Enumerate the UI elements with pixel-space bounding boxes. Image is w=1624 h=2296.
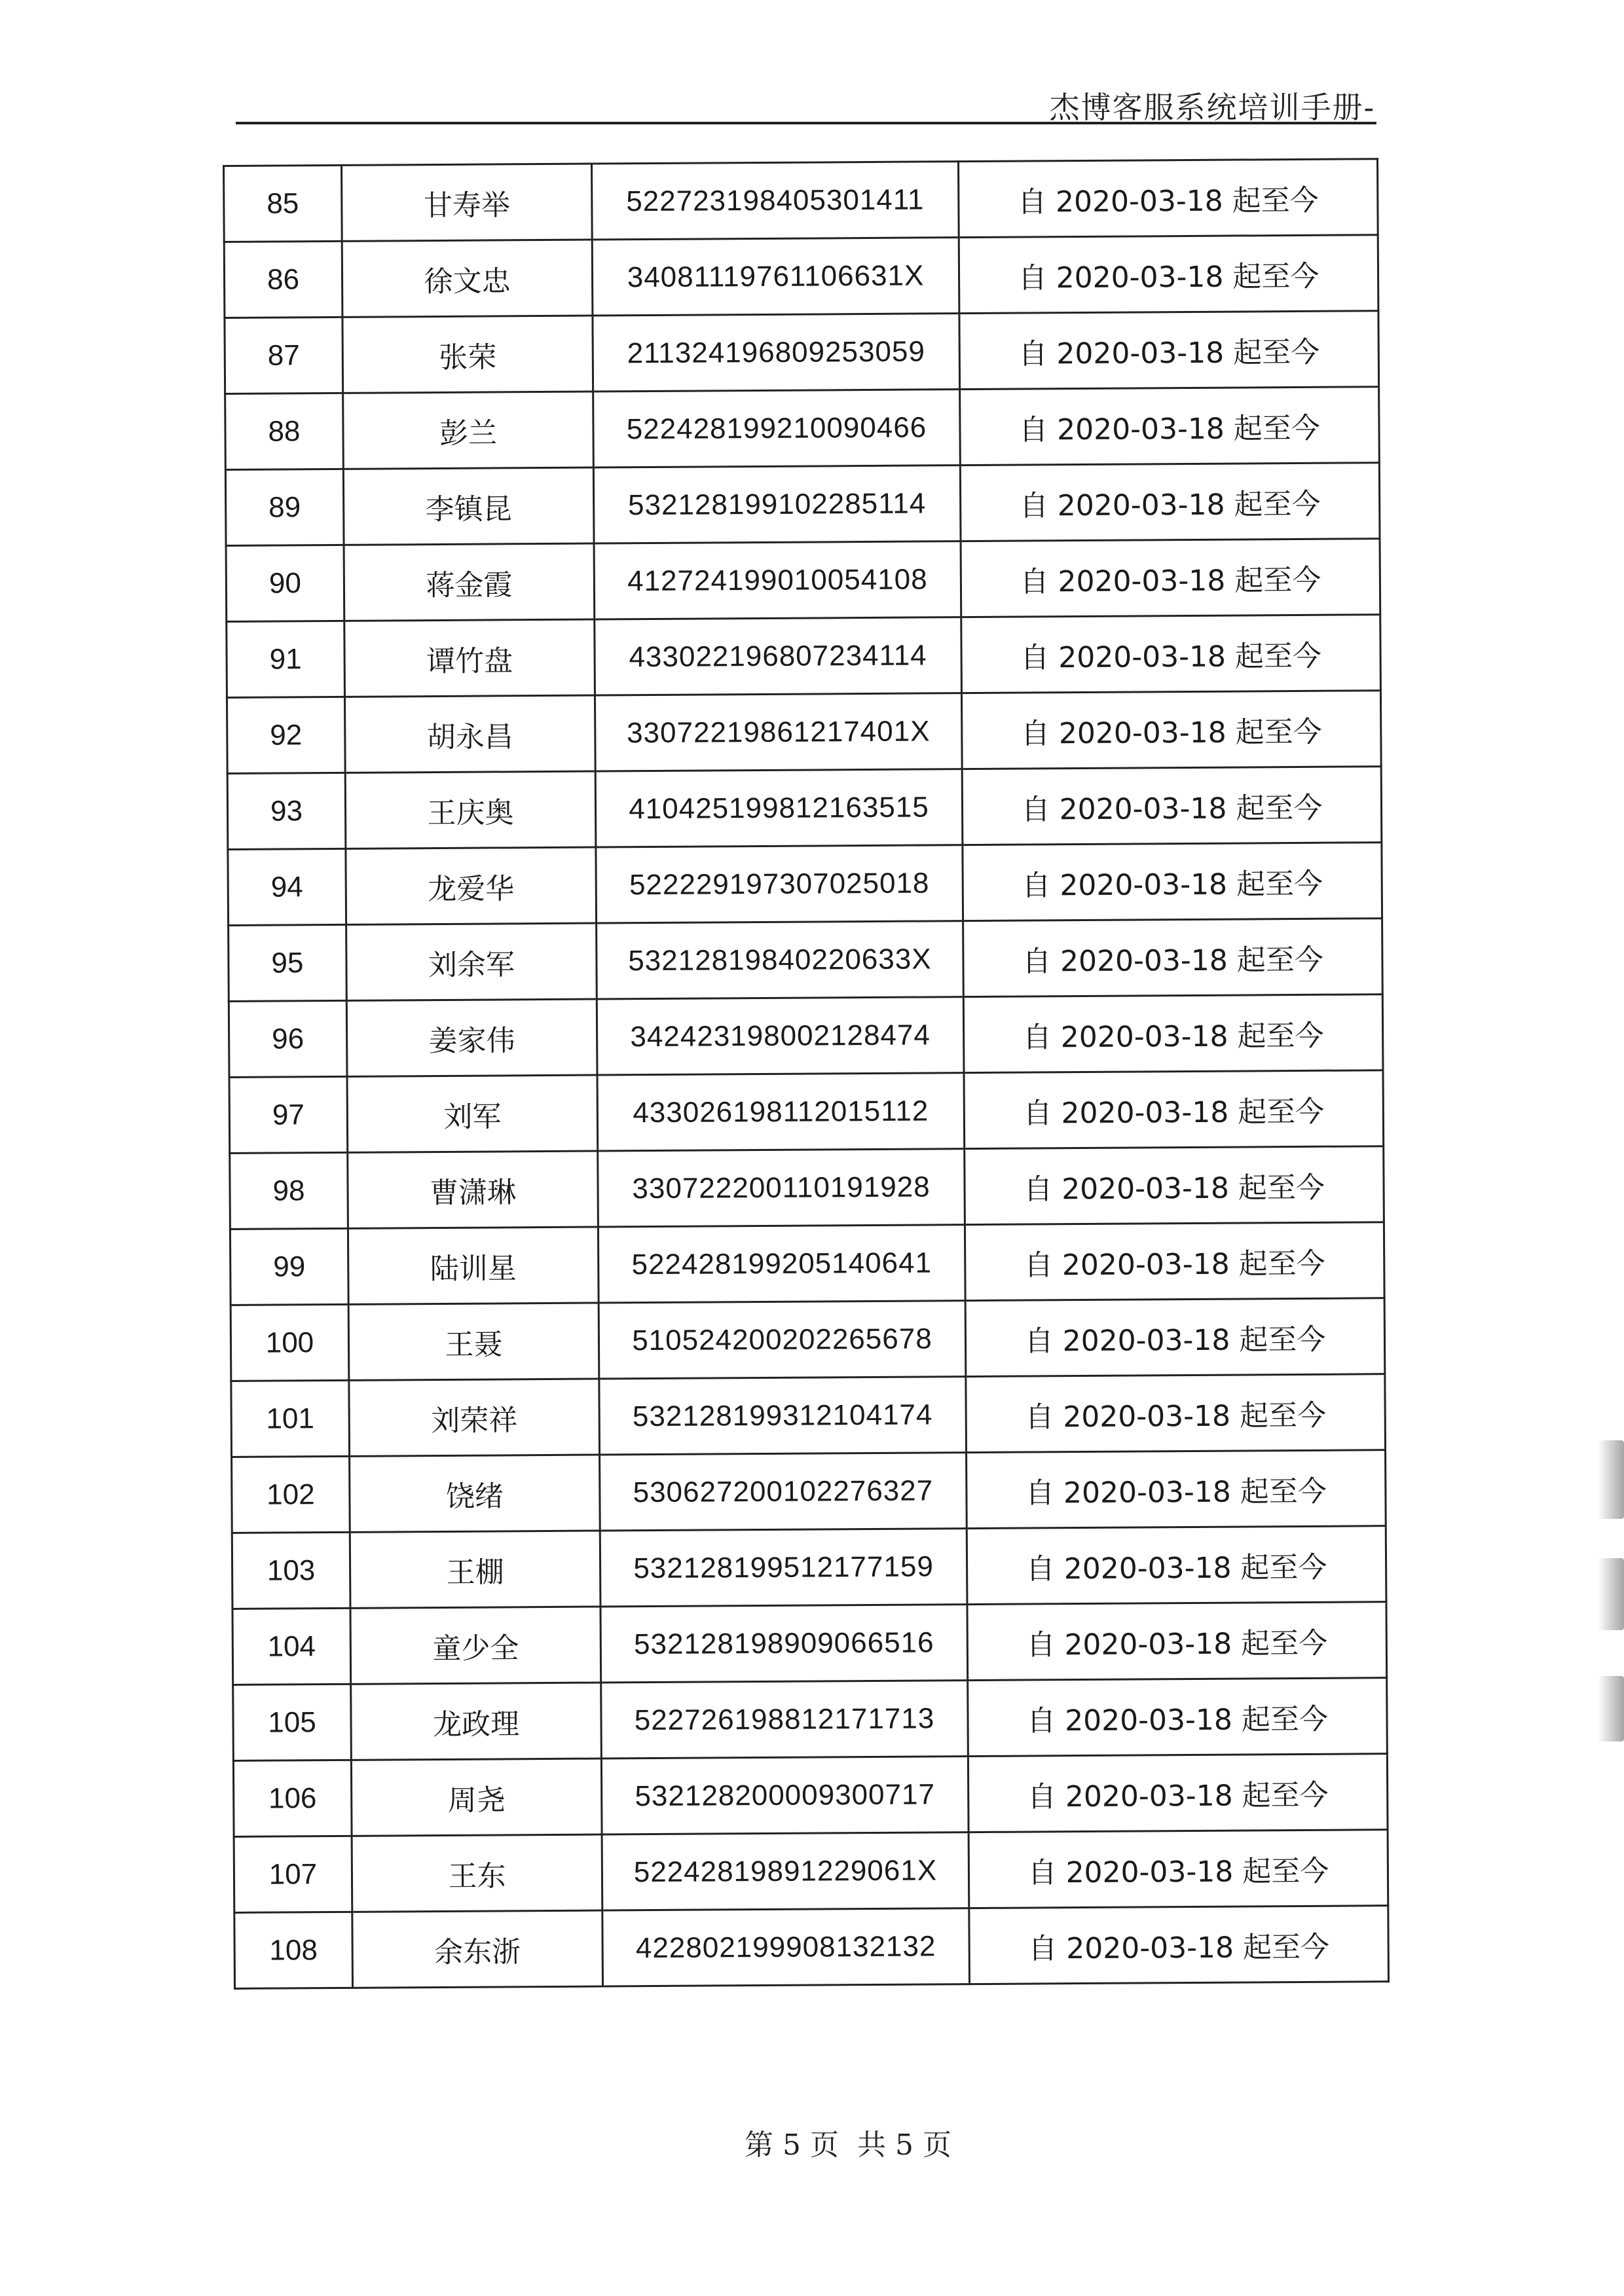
person-name: 龙政理 bbox=[351, 1683, 602, 1760]
id-number: 510524200202265678 bbox=[599, 1301, 966, 1379]
table-row bbox=[227, 691, 1381, 774]
person-name: 徐文忠 bbox=[342, 240, 593, 317]
row-number: 101 bbox=[231, 1380, 350, 1457]
service-period: 自 2020-03-18 起至今 bbox=[959, 235, 1378, 314]
person-name: 姜家伟 bbox=[346, 999, 597, 1076]
table-row bbox=[233, 1678, 1388, 1761]
roster-body bbox=[224, 159, 1389, 1989]
table-row bbox=[231, 1374, 1386, 1457]
service-period: 自 2020-03-18 起至今 bbox=[965, 1146, 1384, 1225]
row-number: 91 bbox=[227, 621, 345, 697]
service-period: 自 2020-03-18 起至今 bbox=[968, 1678, 1388, 1757]
service-period: 自 2020-03-18 起至今 bbox=[969, 1906, 1389, 1984]
person-name: 甘寿举 bbox=[342, 164, 593, 241]
table-row bbox=[227, 615, 1381, 698]
row-number: 103 bbox=[232, 1532, 350, 1609]
row-number: 90 bbox=[226, 545, 344, 621]
table-row bbox=[229, 919, 1383, 1002]
service-period: 自 2020-03-18 起至今 bbox=[966, 1374, 1386, 1453]
row-number: 107 bbox=[234, 1836, 352, 1912]
person-name: 王庆奥 bbox=[345, 771, 596, 848]
row-number: 108 bbox=[234, 1912, 353, 1988]
table-row bbox=[228, 843, 1382, 926]
header-rule bbox=[236, 122, 1376, 124]
person-name: 王聂 bbox=[348, 1303, 599, 1380]
id-number: 522229197307025018 bbox=[596, 845, 963, 923]
id-number: 410425199812163515 bbox=[595, 769, 963, 847]
id-number: 34081119761106631X bbox=[592, 238, 959, 316]
id-number: 522726198812171713 bbox=[601, 1681, 969, 1758]
row-number: 99 bbox=[230, 1228, 348, 1305]
id-number: 530627200102276327 bbox=[600, 1453, 967, 1531]
row-number: 97 bbox=[229, 1076, 348, 1153]
id-number: 211324196809253059 bbox=[593, 314, 960, 392]
row-number: 96 bbox=[229, 1000, 347, 1077]
person-name: 蒋金霞 bbox=[344, 543, 595, 621]
row-number: 88 bbox=[225, 393, 344, 469]
row-number: 104 bbox=[232, 1608, 351, 1685]
id-number: 52242819891229061X bbox=[602, 1832, 969, 1910]
service-period: 自 2020-03-18 起至今 bbox=[963, 994, 1383, 1073]
service-period: 自 2020-03-18 起至今 bbox=[965, 1298, 1385, 1377]
row-number: 89 bbox=[225, 469, 344, 545]
person-name: 周尧 bbox=[351, 1758, 602, 1836]
row-number: 93 bbox=[227, 773, 346, 849]
person-name: 刘余军 bbox=[346, 923, 597, 1000]
scan-edge-mark bbox=[1598, 1676, 1624, 1741]
service-period: 自 2020-03-18 起至今 bbox=[960, 387, 1380, 465]
id-number: 330722200110191928 bbox=[598, 1149, 965, 1227]
id-number: 422802199908132132 bbox=[602, 1908, 970, 1986]
person-name: 陆训星 bbox=[348, 1227, 599, 1304]
table-row bbox=[229, 994, 1383, 1078]
person-name: 王棚 bbox=[350, 1531, 600, 1608]
table-row bbox=[234, 1830, 1388, 1913]
table-row bbox=[233, 1754, 1388, 1837]
page-footer: 第 5 页 共 5 页 bbox=[745, 2128, 951, 2162]
id-number: 532128199512177159 bbox=[600, 1529, 967, 1607]
service-period: 自 2020-03-18 起至今 bbox=[960, 463, 1380, 541]
person-name: 余东浙 bbox=[352, 1910, 603, 1988]
person-name: 王东 bbox=[352, 1834, 602, 1912]
table-row bbox=[224, 159, 1378, 242]
scan-edge-mark bbox=[1598, 1558, 1624, 1630]
person-name: 曹潇琳 bbox=[348, 1151, 599, 1228]
service-period: 自 2020-03-18 起至今 bbox=[969, 1830, 1388, 1908]
id-number: 522723198405301411 bbox=[591, 162, 959, 240]
row-number: 105 bbox=[233, 1684, 352, 1760]
person-name: 童少全 bbox=[350, 1607, 601, 1684]
id-number: 342423198002128474 bbox=[597, 997, 964, 1075]
id-number: 433026198112015112 bbox=[597, 1073, 965, 1151]
service-period: 自 2020-03-18 起至今 bbox=[961, 539, 1380, 617]
id-number: 433022196807234114 bbox=[595, 617, 962, 695]
table-row bbox=[226, 539, 1380, 622]
row-number: 98 bbox=[230, 1152, 348, 1229]
table-row bbox=[232, 1526, 1386, 1609]
table-row bbox=[234, 1906, 1389, 1989]
id-number: 532128199102285114 bbox=[593, 465, 961, 543]
table-row bbox=[225, 387, 1380, 470]
service-period: 自 2020-03-18 起至今 bbox=[963, 843, 1382, 921]
service-period: 自 2020-03-18 起至今 bbox=[961, 691, 1381, 769]
person-name: 李镇昆 bbox=[343, 467, 594, 545]
service-period: 自 2020-03-18 起至今 bbox=[967, 1450, 1386, 1529]
table-row bbox=[225, 463, 1380, 546]
row-number: 86 bbox=[224, 241, 342, 318]
row-number: 94 bbox=[228, 848, 346, 925]
service-period: 自 2020-03-18 起至今 bbox=[962, 767, 1382, 845]
table-row bbox=[230, 1146, 1384, 1230]
roster-table bbox=[223, 158, 1390, 1990]
service-period: 自 2020-03-18 起至今 bbox=[967, 1526, 1386, 1605]
id-number: 53212819840220633X bbox=[597, 921, 964, 999]
service-period: 自 2020-03-18 起至今 bbox=[967, 1602, 1387, 1681]
document-header-title: 杰博客服系统培训手册- bbox=[1049, 90, 1375, 125]
id-number: 532128199312104174 bbox=[599, 1377, 967, 1455]
table-row bbox=[225, 311, 1379, 394]
id-number: 412724199010054108 bbox=[594, 541, 961, 619]
service-period: 自 2020-03-18 起至今 bbox=[958, 159, 1378, 238]
table-row bbox=[227, 767, 1382, 850]
service-period: 自 2020-03-18 起至今 bbox=[959, 311, 1379, 390]
table-row bbox=[232, 1602, 1387, 1685]
row-number: 102 bbox=[232, 1456, 350, 1533]
person-name: 胡永昌 bbox=[344, 695, 595, 773]
row-number: 95 bbox=[229, 924, 347, 1001]
service-period: 自 2020-03-18 起至今 bbox=[963, 919, 1383, 997]
table-row bbox=[229, 1070, 1384, 1154]
table-row bbox=[232, 1450, 1386, 1533]
table-row bbox=[231, 1298, 1385, 1381]
person-name: 谭竹盘 bbox=[344, 619, 595, 697]
row-number: 100 bbox=[231, 1304, 349, 1381]
table-row bbox=[224, 235, 1378, 318]
service-period: 自 2020-03-18 起至今 bbox=[965, 1222, 1384, 1301]
row-number: 106 bbox=[233, 1760, 352, 1836]
person-name: 张荣 bbox=[342, 316, 593, 393]
id-number: 522428199205140641 bbox=[598, 1225, 965, 1303]
service-period: 自 2020-03-18 起至今 bbox=[961, 615, 1381, 693]
service-period: 自 2020-03-18 起至今 bbox=[968, 1754, 1388, 1832]
id-number: 522428199210090466 bbox=[593, 390, 961, 467]
person-name: 饶绪 bbox=[350, 1455, 600, 1532]
row-number: 85 bbox=[224, 165, 342, 242]
row-number: 92 bbox=[227, 697, 345, 773]
person-name: 彭兰 bbox=[343, 392, 594, 469]
person-name: 刘荣祥 bbox=[349, 1379, 600, 1456]
person-name: 龙爱华 bbox=[346, 847, 597, 924]
id-number: 33072219861217401X bbox=[595, 693, 962, 771]
table-row bbox=[230, 1222, 1384, 1305]
scan-edge-mark bbox=[1598, 1440, 1624, 1519]
row-number: 87 bbox=[225, 317, 343, 393]
person-name: 刘军 bbox=[347, 1075, 598, 1152]
id-number: 532128198909066516 bbox=[600, 1605, 968, 1683]
service-period: 自 2020-03-18 起至今 bbox=[964, 1070, 1384, 1149]
id-number: 532128200009300717 bbox=[601, 1757, 969, 1834]
